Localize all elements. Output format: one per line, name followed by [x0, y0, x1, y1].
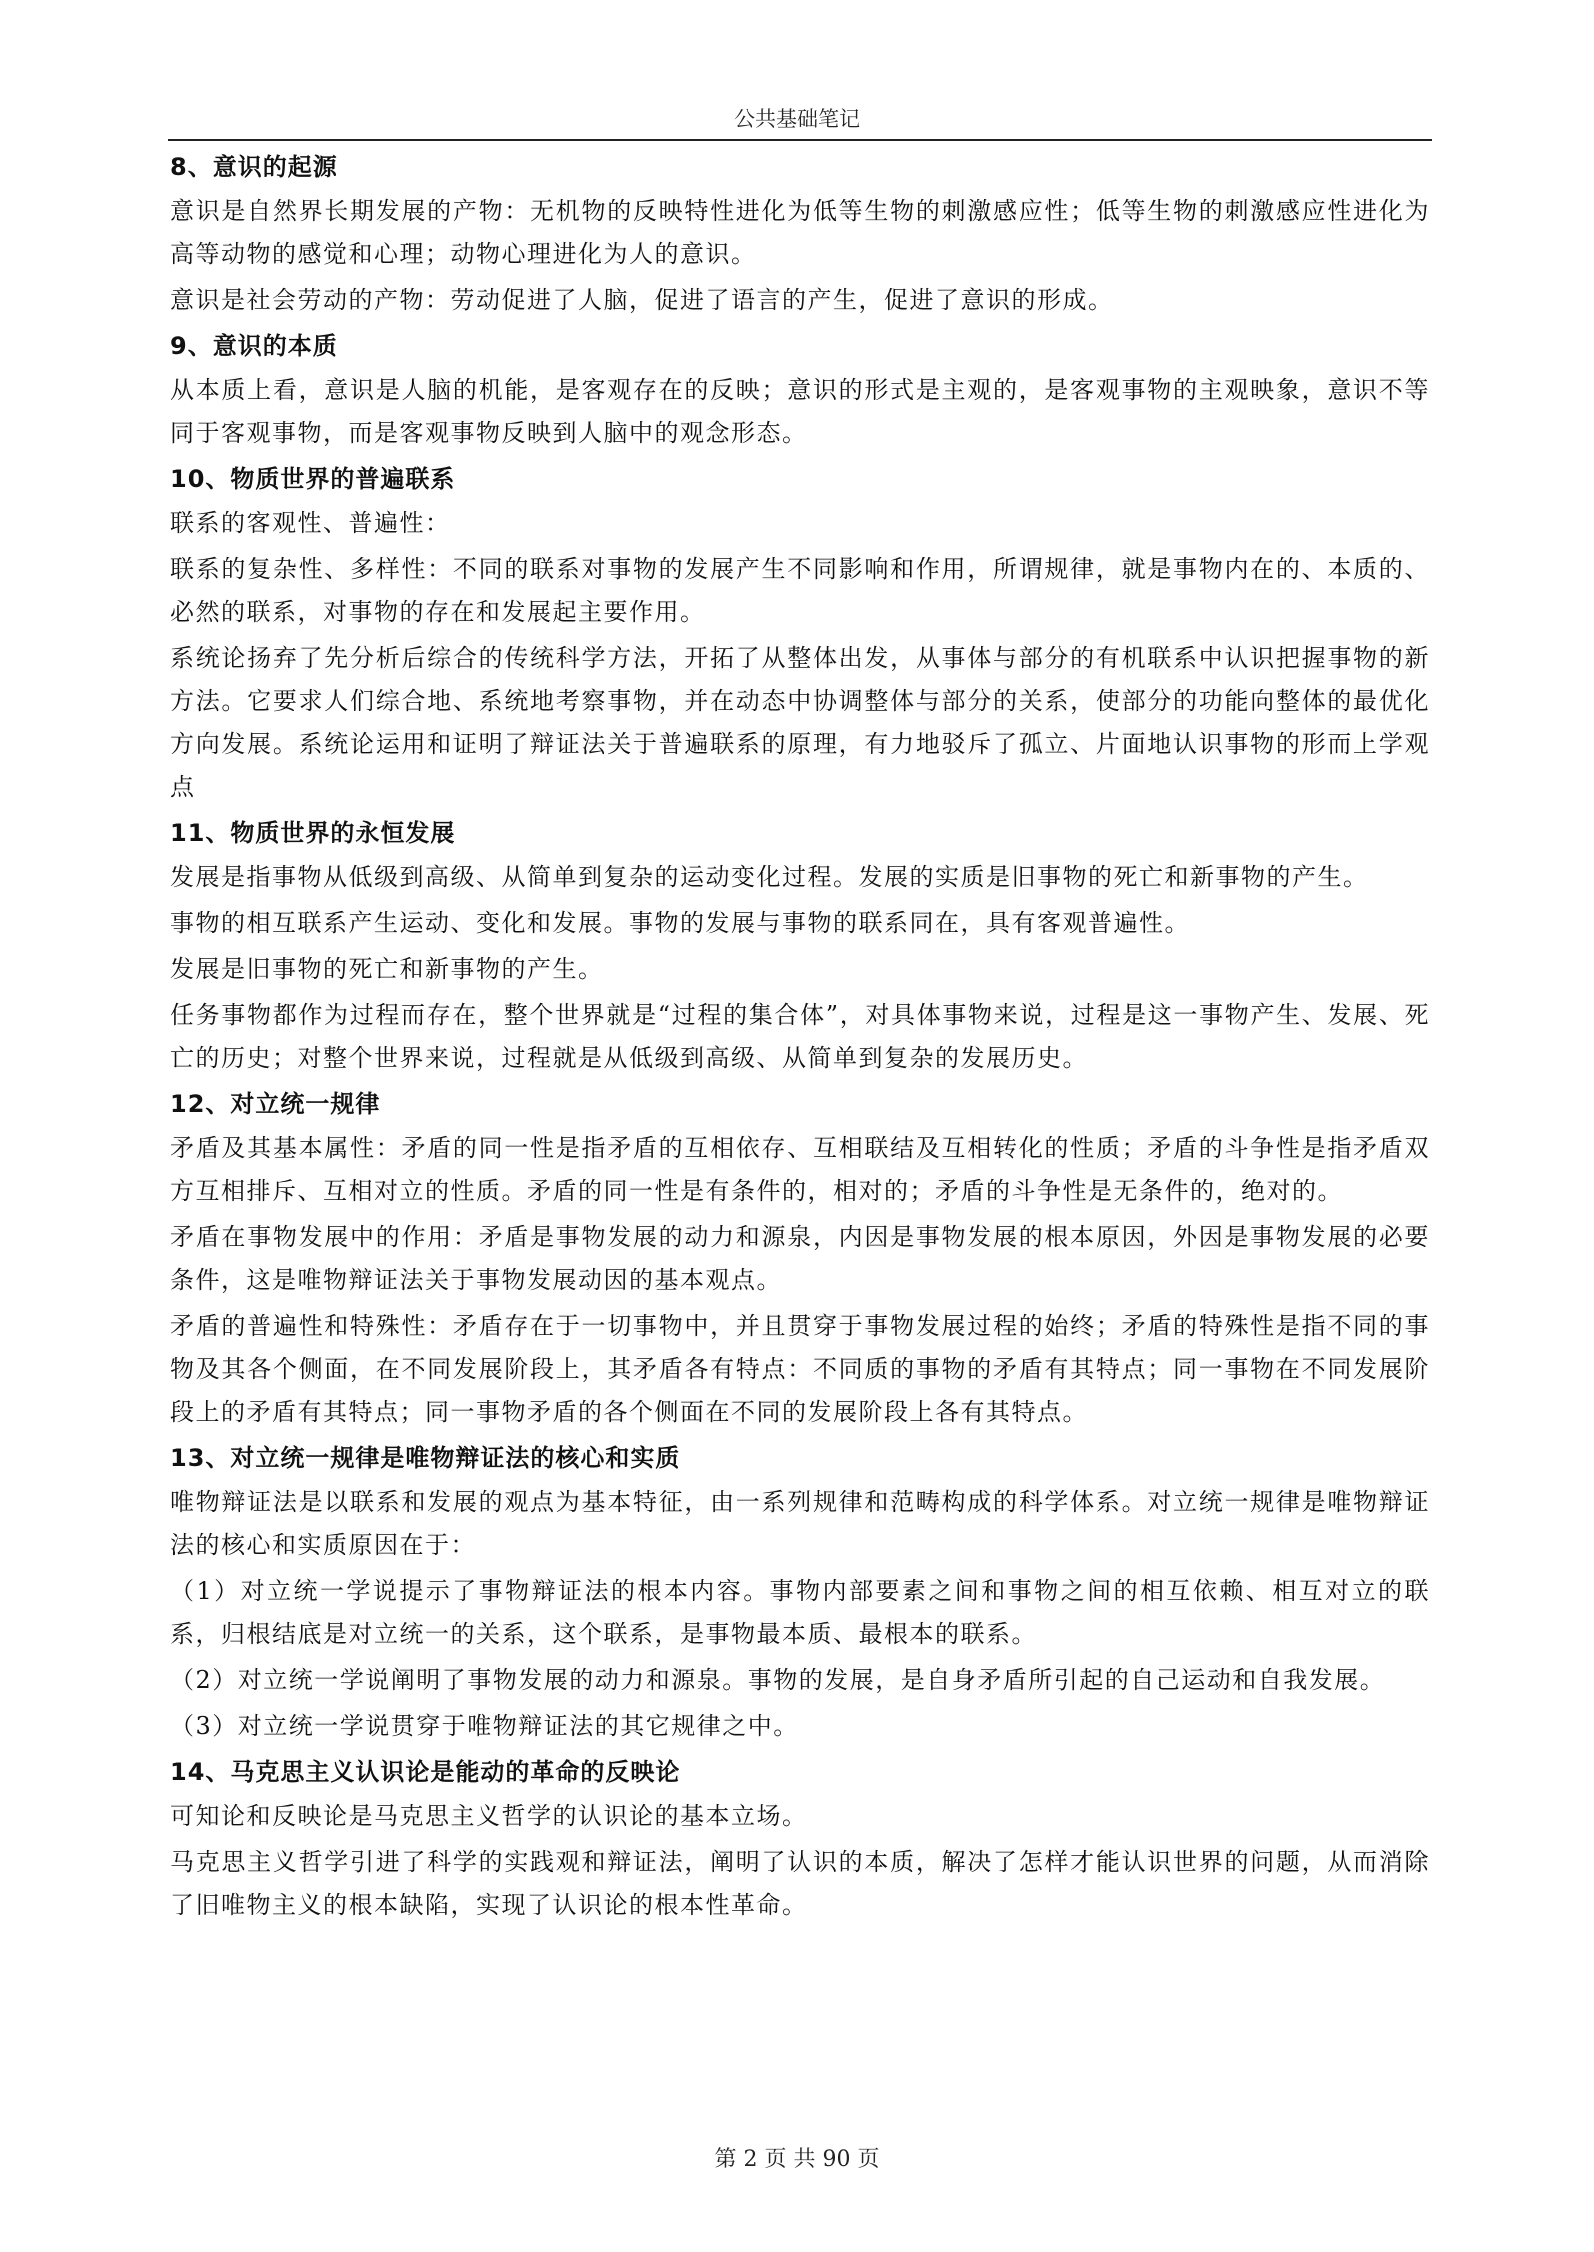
- paragraph: 联系的客观性、普遍性：: [170, 509, 451, 537]
- section-9: [170, 325, 1430, 455]
- paragraph: 事物的相互联系产生运动、变化和发展。事物的发展与事物的联系同在，具有客观普遍性。: [170, 909, 1190, 937]
- section-14: [170, 1751, 1430, 1927]
- paragraph: 唯物辩证法是以联系和发展的观点为基本特征，由一系列规律和范畴构成的科学体系。对立统一规律是唯物辩证法的核心和实质原因在于：: [170, 1488, 1430, 1559]
- paragraph: 矛盾的普遍性和特殊性：矛盾存在于一切事物中，并且贯穿于事物发展过程的始终；矛盾的特殊性是指不同的事物及其各个侧面，在不同发展阶段上，其矛盾各有特点：不同质的事物的矛盾有其特点；同一事物在不同发展阶段上的矛盾有其特点；同一事物矛盾的各个侧面在不同的发展阶段上各有其特点。: [170, 1312, 1430, 1426]
- section-11: [170, 812, 1430, 1080]
- section-heading: 10、物质世界的普遍联系: [170, 465, 456, 493]
- paragraph: 马克思主义哲学引进了科学的实践观和辩证法，阐明了认识的本质，解决了怎样才能认识世界的问题，从而消除了旧唯物主义的根本缺陷，实现了认识论的根本性革命。: [170, 1848, 1430, 1919]
- paragraph: （2）对立统一学说阐明了事物发展的动力和源泉。事物的发展，是自身矛盾所引起的自己运动和自我发展。: [170, 1666, 1386, 1694]
- section-heading: 11、物质世界的永恒发展: [170, 819, 456, 847]
- section-heading: 14、马克思主义认识论是能动的革命的反映论: [170, 1758, 681, 1786]
- paragraph: （1）对立统一学说提示了事物辩证法的根本内容。事物内部要素之间和事物之间的相互依赖、相互对立的联系，归根结底是对立统一的关系，这个联系，是事物最本质、最根本的联系。: [170, 1577, 1430, 1648]
- paragraph: 从本质上看，意识是人脑的机能，是客观存在的反映；意识的形式是主观的，是客观事物的主观映象，意识不等同于客观事物，而是客观事物反映到人脑中的观念形态。: [170, 376, 1430, 447]
- paragraph: 发展是旧事物的死亡和新事物的产生。: [170, 955, 604, 983]
- paragraph: 意识是社会劳动的产物：劳动促进了人脑，促进了语言的产生，促进了意识的形成。: [170, 286, 1114, 314]
- paragraph: 系统论扬弃了先分析后综合的传统科学方法，开拓了从整体出发，从事体与部分的有机联系中认识把握事物的新方法。它要求人们综合地、系统地考察事物，并在动态中协调整体与部分的关系，使部分的功能向整体的最优化方向发展。系统论运用和证明了辩证法关于普遍联系的原理，有力地驳斥了孤立、片面地认识事物的形而上学观点: [170, 644, 1430, 801]
- paragraph: 任务事物都作为过程而存在，整个世界就是“过程的集合体”，对具体事物来说，过程是这一事物产生、发展、死亡的历史；对整个世界来说，过程就是从低级到高级、从简单到复杂的发展历史。: [170, 1001, 1430, 1072]
- paragraph: 矛盾及其基本属性：矛盾的同一性是指矛盾的互相依存、互相联结及互相转化的性质；矛盾的斗争性是指矛盾双方互相排斥、互相对立的性质。矛盾的同一性是有条件的，相对的；矛盾的斗争性是无条件的，绝对的。: [170, 1134, 1430, 1205]
- section-8: [170, 146, 1430, 322]
- paragraph: 矛盾在事物发展中的作用：矛盾是事物发展的动力和源泉，内因是事物发展的根本原因，外因是事物发展的必要条件，这是唯物辩证法关于事物发展动因的基本观点。: [170, 1223, 1430, 1294]
- paragraph: （3）对立统一学说贯穿于唯物辩证法的其它规律之中。: [170, 1712, 799, 1740]
- section-10: [170, 458, 1430, 809]
- page-number-footer: 第 2 页 共 90 页: [714, 2147, 880, 2172]
- section-heading: 8、意识的起源: [170, 153, 338, 181]
- paragraph: 可知论和反映论是马克思主义哲学的认识论的基本立场。: [170, 1802, 808, 1830]
- paragraph: 联系的复杂性、多样性：不同的联系对事物的发展产生不同影响和作用，所谓规律，就是事物内在的、本质的、必然的联系，对事物的存在和发展起主要作用。: [170, 555, 1430, 626]
- paragraph: 意识是自然界长期发展的产物：无机物的反映特性进化为低等生物的刺激感应性；低等生物的刺激感应性进化为高等动物的感觉和心理；动物心理进化为人的意识。: [170, 197, 1430, 268]
- section-heading: 12、对立统一规律: [170, 1090, 381, 1118]
- paragraph: 发展是指事物从低级到高级、从简单到复杂的运动变化过程。发展的实质是旧事物的死亡和新事物的产生。: [170, 863, 1369, 891]
- header-divider: [168, 139, 1432, 141]
- section-heading: 13、对立统一规律是唯物辩证法的核心和实质: [170, 1444, 681, 1472]
- page-header-title: 公共基础笔记: [734, 107, 860, 131]
- section-12: [170, 1083, 1430, 1434]
- section-heading: 9、意识的本质: [170, 332, 338, 360]
- document-body: [170, 146, 1430, 1930]
- section-13: [170, 1437, 1430, 1748]
